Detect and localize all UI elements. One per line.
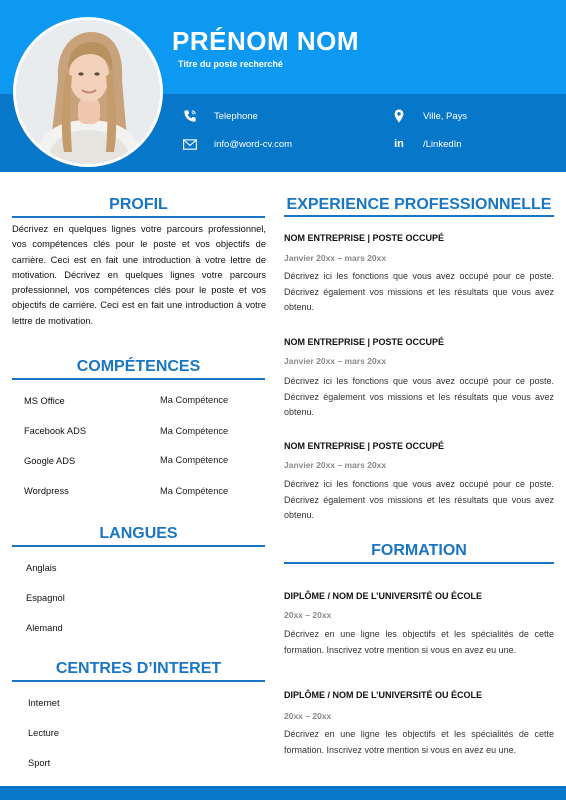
job-description: Décrivez ici les fonctions que vous avez occupé pour ce poste. Décrivez également vos missions et les résultats que vous avez obtenu.	[284, 479, 554, 520]
phone-icon	[183, 109, 197, 123]
job-description: Décrivez ici les fonctions que vous avez occupé pour ce poste. Décrivez également vos missions et les résultats que vous avez obtenu.	[284, 376, 554, 417]
job-description: Décrivez ici les fonctions que vous avez occupé pour ce poste. Décrivez également vos missions et les résultats que vous avez obtenu.	[284, 271, 554, 312]
job-dates: Janvier 20xx – mars 20xx	[284, 460, 387, 470]
competences-divider	[12, 378, 265, 380]
job-dates: Janvier 20xx – mars 20xx	[284, 253, 387, 263]
interets-divider	[12, 680, 265, 682]
language-item: Anglais	[26, 563, 57, 573]
candidate-name: PRÉNOM NOM	[172, 26, 359, 56]
interest-item: Internet	[28, 698, 60, 708]
degree-dates: 20xx – 20xx	[284, 711, 332, 721]
skill-level: Ma Compétence	[160, 395, 229, 405]
contact-phone	[183, 109, 258, 123]
job-heading: NOM ENTREPRISE | POSTE OCCUPÉ	[284, 441, 445, 451]
langues-divider	[12, 545, 265, 547]
profil-text: Décrivez en quelques lignes votre parcours professionnel, vos compétences clés pour le poste et vos objectifs de carrière. Ceci est en fait une introduction à votre lettre de motivation. Décrivez en quelques lignes votre parcours professionnel, vos compétences clés pour le poste et vos objectifs de carrière. Ceci est en fait une introduction à votre lettre de motivation.	[12, 224, 266, 326]
profile-photo	[13, 17, 163, 167]
job-heading: NOM ENTREPRISE | POSTE OCCUPÉ	[284, 337, 445, 347]
language-item: Alemand	[26, 623, 63, 633]
cv-header	[0, 0, 566, 172]
email-text[interactable]: info@word-cv.com	[214, 138, 293, 150]
skill-level: Ma Compétence	[160, 486, 229, 496]
skill-level: Ma Compétence	[160, 455, 229, 465]
linkedin-text[interactable]: /LinkedIn	[423, 138, 462, 150]
contact-location	[392, 109, 467, 123]
degree-heading: DIPLÔME / NOM DE L’UNIVERSITÉ OU ÉCOLE	[284, 690, 483, 700]
langues-title: LANGUES	[99, 525, 178, 542]
location-text: Ville, Pays	[423, 110, 468, 122]
degree-heading: DIPLÔME / NOM DE L’UNIVERSITÉ OU ÉCOLE	[284, 591, 483, 601]
interets-title: CENTRES D’INTERET	[55, 660, 222, 677]
profil-title: PROFIL	[109, 196, 168, 213]
contact-email[interactable]	[183, 137, 292, 151]
formation-title: FORMATION	[371, 542, 467, 559]
envelope-icon	[183, 137, 197, 151]
skill-name: Facebook ADS	[24, 426, 87, 436]
degree-dates: 20xx – 20xx	[284, 610, 332, 620]
portrait-image	[16, 20, 160, 164]
language-item: Espagnol	[26, 593, 65, 603]
interest-item: Lecture	[28, 728, 60, 738]
job-heading: NOM ENTREPRISE | POSTE OCCUPÉ	[284, 233, 445, 243]
skill-name: MS Office	[24, 396, 65, 406]
degree-description: Décrivez en une ligne les objectifs et les spécialités de cette formation. Inscrivez votre mention si vous en avez eu une.	[284, 629, 554, 655]
formation-divider	[284, 562, 554, 564]
skill-level: Ma Compétence	[160, 426, 229, 436]
competences-title: COMPÉTENCES	[76, 358, 201, 375]
linkedin-icon: in	[394, 138, 404, 150]
job-title: Titre du poste recherché	[178, 59, 283, 69]
interest-item: Sport	[28, 758, 51, 768]
skill-name: Google ADS	[24, 456, 76, 466]
footer-band	[0, 786, 566, 800]
skill-name: Wordpress	[24, 486, 69, 496]
experience-divider	[284, 215, 554, 217]
profil-divider	[12, 216, 265, 218]
experience-title: EXPERIENCE PROFESSIONNELLE	[286, 196, 552, 213]
location-pin-icon	[392, 109, 406, 123]
contact-linkedin[interactable]	[392, 137, 462, 151]
degree-description: Décrivez en une ligne les objectifs et les spécialités de cette formation. Inscrivez votre mention si vous en avez eu une.	[284, 729, 554, 755]
phone-text: Telephone	[214, 110, 258, 122]
job-dates: Janvier 20xx – mars 20xx	[284, 356, 387, 366]
